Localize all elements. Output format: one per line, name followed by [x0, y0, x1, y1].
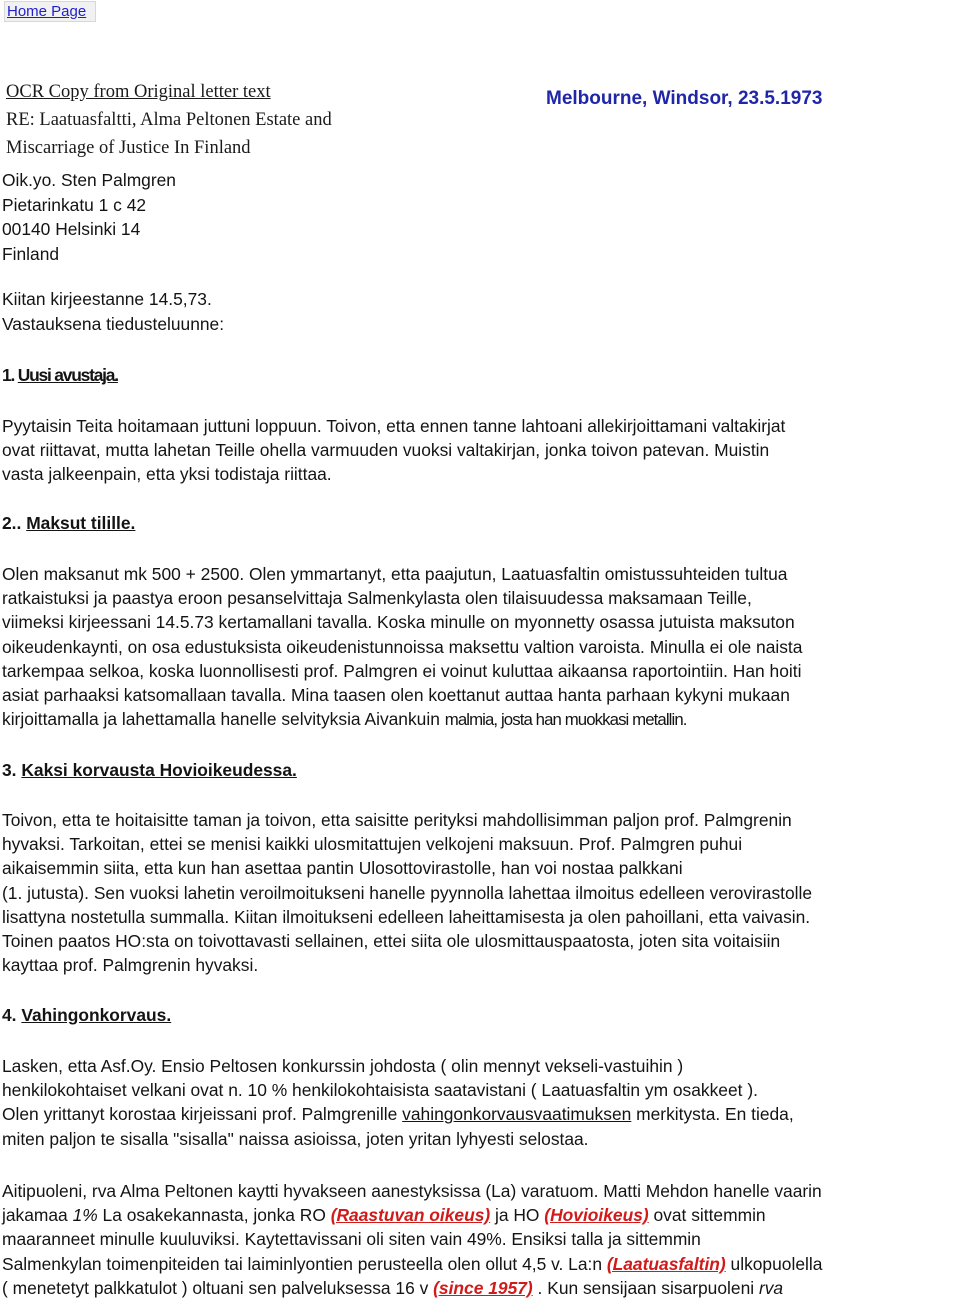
hovioikeus-link[interactable]: (Hovioikeus): [544, 1205, 649, 1226]
section-1-paragraph: [2, 414, 958, 487]
text-line: [2, 1276, 958, 1300]
section-number: 2..: [2, 513, 22, 533]
text-line: hyvaksi. Tarkoitan, ettei se menisi kaikki ulosmitattujen velkojeni maksuun. Prof. Palmgren puhui: [2, 834, 743, 855]
ocr-header-line2: RE: Laatuasfaltti, Alma Peltonen Estate and: [6, 110, 332, 130]
section-3-paragraph: [2, 808, 958, 977]
section-number: 4.: [2, 1005, 17, 1025]
address-line: 00140 Helsinki 14: [2, 219, 141, 239]
laatuasfaltin-link[interactable]: (Laatuasfaltin): [606, 1253, 726, 1274]
text-line: tarkempaa selkoa, koska luonnollisesti prof. Palmgren ei voinut kuluttaa aikaansa raportointiin. Han hoiti: [2, 660, 802, 681]
text-line: [2, 1203, 958, 1227]
text-fragment: ( menetetyt palkkatulot ) oltuani sen palveluksessa 16 v: [2, 1277, 434, 1298]
section-title: Vahingonkorvaus.: [21, 1005, 172, 1025]
closing-paragraph: [2, 1179, 958, 1300]
text-line: Lasken, etta Asf.Oy. Ensio Peltosen konkurssin johdosta ( olin mennyt vekseli-vastuihin ): [2, 1056, 684, 1076]
text-line: henkilokohtaiset velkani ovat n. 10 % henkilokohtaisista saatavistani ( Laatuasfaltin ym osakkeet ).: [2, 1080, 758, 1101]
text-line: Aitipuoleni, rva Alma Peltonen kaytti hyvakseen aanestyksissa (La) varatuom. Matti Mehdon hanelle vaarin: [2, 1181, 822, 1201]
text-line: ratkaistuksi ja paastya eroon pesanselvittaja Salmenkylasta olen tilaisuudessa maksamaan Teille,: [2, 588, 752, 609]
since-1957-link[interactable]: (since 1957): [433, 1277, 533, 1298]
place-date: Melbourne, Windsor, 23.5.1973: [546, 88, 823, 109]
text-fragment: ulkopuolella: [725, 1253, 823, 1274]
percent-value: 1%: [72, 1205, 98, 1226]
text-fragment: ovat sittemmin: [648, 1205, 766, 1226]
text-line: Toinen paatos HO:sta on toivottavasti sellainen, ettei siita ole ulosmittauspaatosta, joten sita voitaisiin: [2, 931, 781, 952]
text-line: Pyytaisin Teita hoitamaan juttuni loppuun. Toivon, etta ennen tanne lahtoani allekirjoittamani valtakirjat: [2, 416, 786, 436]
section-number: 3.: [2, 760, 17, 780]
text-fragment: Salmenkylan toimenpiteiden tai laiminlyontien perusteella olen ollut 4,5 v. La:n: [2, 1253, 607, 1274]
text-line: maaranneet minulle kuuluviksi. Kaytettavissani oli siten vain 49%. Ensiksi talla ja sittemmin: [2, 1229, 701, 1250]
text-line: asiat parhaaksi katsomallaan tavalla. Mina taasen olen koettanut auttaa hanta parhaan kykyni mukaan: [2, 685, 790, 706]
text-fragment: . Kun sensijaan sisarpuoleni: [532, 1277, 759, 1298]
text-fragment: ja HO: [490, 1205, 545, 1226]
home-page-link[interactable]: Home Page: [4, 1, 96, 22]
text-fragment: kirjoittamalla ja lahettamalla hanelle selvityksia Aivankuin: [2, 709, 440, 730]
section-1-heading: [2, 365, 118, 386]
text-line: Olen maksanut mk 500 + 2500. Olen ymmartanyt, etta paajutun, Laatuasfaltin omistussuhteiden tultua: [2, 564, 788, 584]
section-3-heading: [2, 760, 297, 781]
intro-text: [2, 287, 224, 336]
section-number: 1.: [2, 365, 15, 385]
text-line: vasta jalkeenpain, etta yksi todistaja riittaa.: [2, 464, 332, 485]
section-title: Kaksi korvausta Hovioikeudessa.: [21, 760, 297, 780]
text-line: (1. jutusta). Sen vuoksi lahetin veroilmoitukseni hanelle pyynnolla lahettaa ilmoitus edelleen verovirastolle: [2, 882, 813, 903]
address-line: Pietarinkatu 1 c 42: [2, 194, 147, 215]
recipient-address: [2, 168, 176, 266]
text-fragment: rva: [758, 1277, 784, 1298]
intro-line: Kiitan kirjeestanne 14.5,73.: [2, 289, 212, 309]
raastuvan-oikeus-link[interactable]: (Raastuvan oikeus): [330, 1205, 491, 1226]
ocr-header-line1: OCR Copy from Original letter text: [6, 82, 271, 102]
text-fragment: merkitysta. En tieda,: [636, 1104, 794, 1125]
text-fragment: Olen yrittanyt korostaa kirjeissani prof. Palmgrenille: [2, 1104, 398, 1125]
ocr-header-line3: Miscarriage of Justice In Finland: [6, 138, 251, 158]
text-fragment: La osakekannasta, jonka RO: [97, 1205, 331, 1226]
text-line: lisattyna nostetulla summalla. Kiitan ilmoitukseni edelleen laheittamisesta ja olen pahoillani, etta vaivasin.: [2, 906, 811, 927]
text-line: Toivon, etta te hoitaisitte taman ja toivon, etta saisitte perityksi mahdollisimman paljon prof. Palmgrenin: [2, 810, 792, 830]
section-4-paragraph: [2, 1054, 958, 1151]
text-fragment: malmia, josta han muokkasi metallin.: [444, 710, 687, 730]
text-line: ovat riittavat, mutta lahetan Teille ohella varmuuden vuoksi valtakirjan, jonka toivon patevan. Muistin: [2, 440, 770, 461]
section-title: Maksut tilille.: [26, 513, 136, 533]
address-line: Finland: [2, 243, 60, 264]
text-line: [2, 707, 958, 732]
vahingonkorvaus-link[interactable]: vahingonkorvausvaatimuksen: [402, 1104, 632, 1125]
section-title: Uusi avustaja.: [17, 365, 118, 385]
ocr-header: [6, 78, 332, 162]
text-line: [2, 1102, 958, 1126]
text-line: oikeudenkaynti, on osa edustuksista oikeudenistunnoissa maksettu valtion varoista. Minulla ei ole naista: [2, 636, 803, 657]
address-line: Oik.yo. Sten Palmgren: [2, 170, 176, 190]
text-line: viimeksi kirjeessani 14.5.73 kertamallani tavalla. Koska minulle on myonnetty osassa jutuista maksuton: [2, 612, 795, 633]
text-fragment: jakamaa: [2, 1205, 73, 1226]
text-line: miten paljon te sisalla "sisalla" naissa asioissa, joten yritan lyhyesti selostaa.: [2, 1128, 589, 1149]
text-line: [2, 1252, 958, 1276]
text-line: kayttaa prof. Palmgrenin hyvaksi.: [2, 955, 259, 976]
section-2-heading: [2, 513, 135, 534]
section-2-paragraph: [2, 562, 958, 732]
intro-line: Vastauksena tiedusteluunne:: [2, 313, 225, 334]
text-line: aikaisemmin siita, etta kun han asettaa pantin Ulosottovirastolle, han voi nostaa palkkani: [2, 858, 683, 879]
section-4-heading: [2, 1005, 171, 1026]
